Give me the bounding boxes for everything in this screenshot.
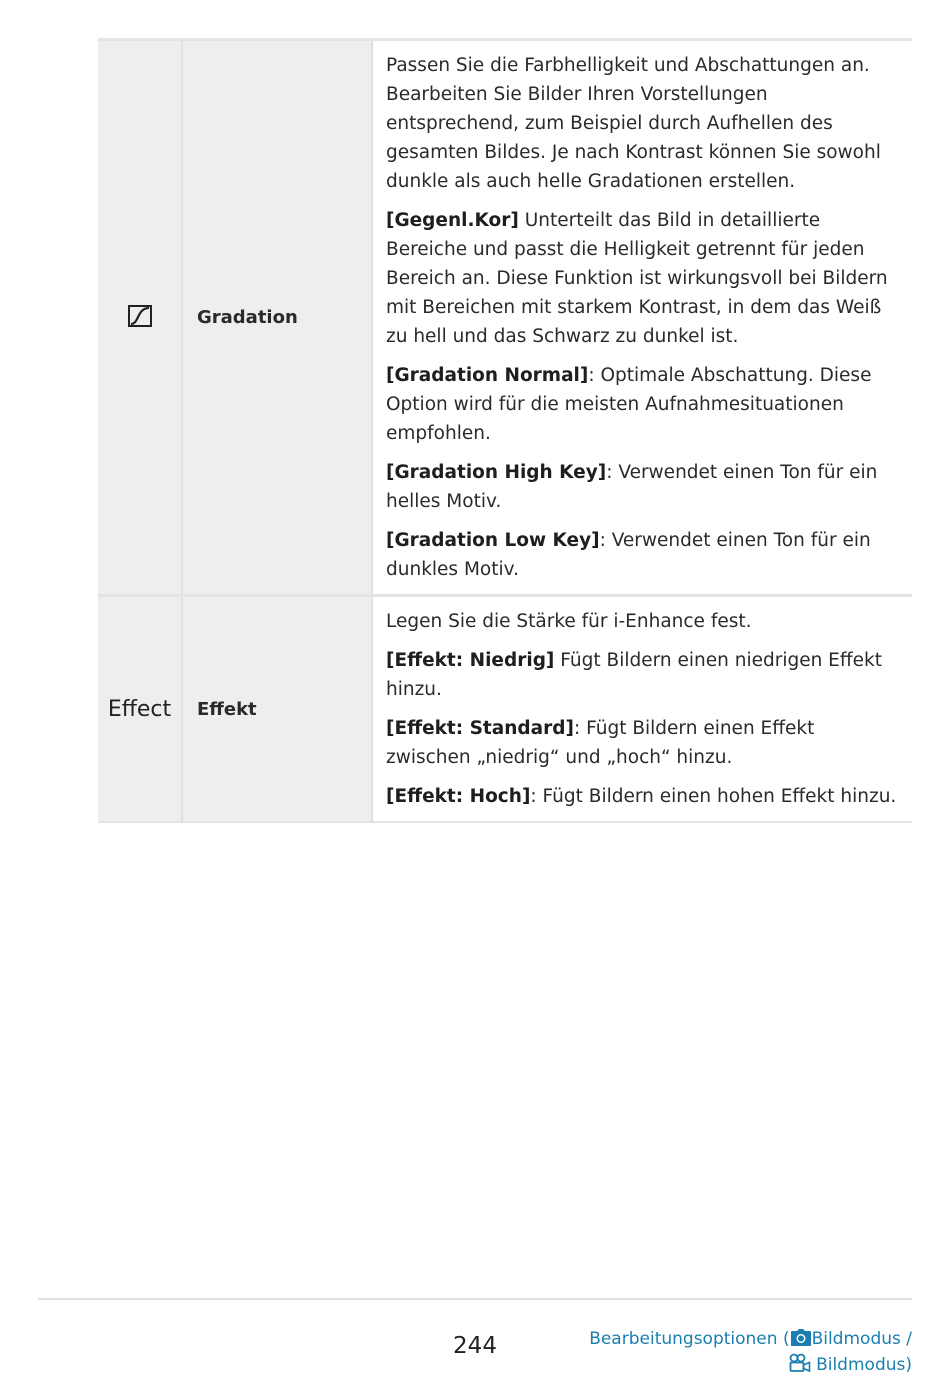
camera-icon	[790, 1329, 812, 1347]
desc-paragraph: [Gradation Low Key]: Verwendet einen Ton für ein dunkles Motiv.	[386, 530, 871, 580]
movie-camera-icon	[789, 1353, 811, 1373]
section-link-part2[interactable]: Bildmodus)	[816, 1355, 912, 1375]
effect-label-icon: Effect	[107, 696, 172, 722]
row-name: Effekt	[182, 596, 372, 823]
desc-paragraph: [Effekt: Standard]: Fügt Bildern einen Effekt zwischen „niedrig“ und „hoch“ hinzu.	[386, 718, 815, 768]
section-link-line2[interactable]	[589, 1352, 912, 1378]
footer-divider	[38, 1298, 912, 1300]
row-description	[372, 596, 912, 823]
row-description	[372, 40, 912, 596]
desc-paragraph: [Gegenl.Kor] Unterteilt das Bild in detaillierte Bereiche und passt die Helligkeit getrennt für jeden Bereich an. Diese Funktion ist wirkungsvoll bei Bildern mit Bereichen mit starkem Kontrast, in dem das Weiß zu hell und das Schwarz zu dunkel ist.	[386, 210, 888, 347]
desc-paragraph: Passen Sie die Farbhelligkeit und Abschattungen an. Bearbeiten Sie Bilder Ihren Vorstellungen entsprechend, zum Beispiel durch Aufhellen des gesamten Bildes. Je nach Kontrast können Sie sowohl dunkle als auch helle Gradationen erstellen.	[386, 55, 881, 192]
row-icon-cell	[98, 596, 182, 823]
section-link-line1[interactable]	[589, 1326, 912, 1352]
table-row	[98, 596, 912, 823]
section-link[interactable]	[589, 1326, 912, 1378]
section-link-prefix[interactable]: Bearbeitungsoptionen (	[589, 1329, 790, 1349]
table-row	[98, 40, 912, 596]
settings-table	[98, 38, 912, 823]
desc-paragraph: Legen Sie die Stärke für i-Enhance fest.	[386, 611, 752, 632]
desc-paragraph: [Effekt: Hoch]: Fügt Bildern einen hohen Effekt hinzu.	[386, 786, 897, 807]
desc-paragraph: [Effekt: Niedrig] Fügt Bildern einen niedrigen Effekt hinzu.	[386, 650, 882, 700]
row-name: Gradation	[182, 40, 372, 596]
desc-paragraph: [Gradation Normal]: Optimale Abschattung. Diese Option wird für die meisten Aufnahmesituationen empfohlen.	[386, 365, 872, 444]
page-number: 244	[453, 1333, 497, 1359]
desc-paragraph: [Gradation High Key]: Verwendet einen Ton für ein helles Motiv.	[386, 462, 878, 512]
section-link-part1[interactable]: Bildmodus /	[811, 1329, 912, 1349]
gradation-curve-icon	[127, 304, 153, 328]
row-icon-cell	[98, 40, 182, 596]
